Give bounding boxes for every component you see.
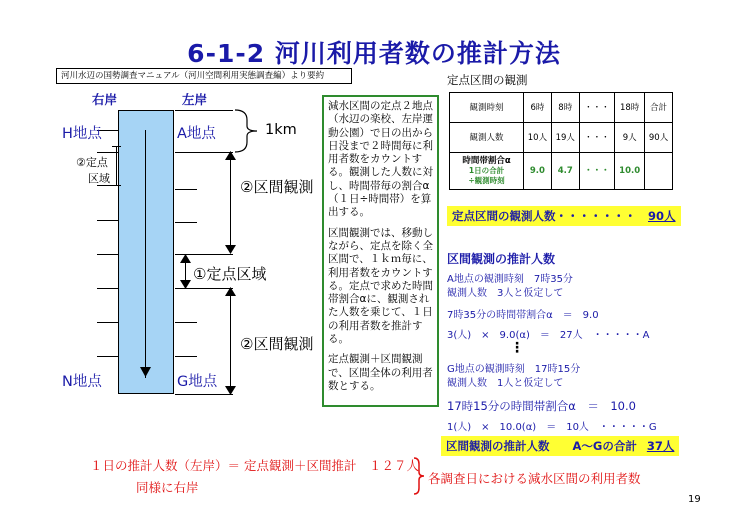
table-cell: ・・・	[579, 153, 615, 190]
point-h-label: H地点	[62, 126, 102, 142]
explanation-box	[322, 95, 439, 407]
ratio-sub-label-2: ÷観測時刻	[468, 176, 505, 185]
section-estimate-total	[441, 436, 679, 456]
right-bank-line: 同様に右岸	[136, 480, 199, 495]
fixed-observation-summary	[447, 206, 681, 226]
point-n-label: N地点	[62, 374, 102, 390]
fixed-zone-small-label-1: ②定点	[76, 156, 108, 169]
daily-estimate-line: １日の推計人数（左岸）＝ 定点観測＋区間推計 １２７人	[90, 458, 419, 473]
table-cell: 18時	[615, 93, 645, 123]
section-observation-label-upper: ②区間観測	[240, 178, 314, 196]
table-cell: 9人	[615, 123, 645, 153]
source-note: 河川水辺の国勢調査マニュアル（河川空間利用実態調査編）より要約	[56, 68, 352, 84]
table-cell: 8時	[551, 93, 579, 123]
left-bank-label: 左岸	[182, 92, 208, 107]
explanation-paragraph-3: 定点観測＋区間観測で、区間全体の利用者数とする。	[328, 353, 433, 392]
point-g-label: G地点	[177, 374, 218, 390]
distance-label: 1km	[265, 122, 297, 138]
table-header-ratio	[450, 153, 524, 190]
a-point-assumption: 観測人数 3人と仮定して	[447, 288, 564, 299]
continuation-dots: ⋮	[510, 340, 524, 356]
fixed-observation-title: 定点区間の観測	[447, 73, 528, 87]
section-total-label: 区間観測の推計人数 A～Gの合計	[446, 439, 637, 453]
table-cell: 90人	[645, 123, 673, 153]
page-title: 6-1-2 河川利用者数の推計方法	[187, 39, 561, 68]
fixed-zone-small-label-2: 区域	[88, 172, 110, 185]
table-cell: 19人	[551, 123, 579, 153]
a-point-calculation: 3(人) × 9.0(α) ＝ 27人 ・・・・・A	[447, 330, 650, 341]
footer-brace	[412, 456, 426, 496]
flow-arrow-icon	[139, 366, 152, 378]
a-point-ratio: 7時35分の時間帯割合α ＝ 9.0	[447, 310, 599, 321]
explanation-paragraph-2: 区間観測では、移動しながら、定点を除く全区間で、１ｋｍ毎に、利用者数をカウントする。定点で求めた時間帯割合αに、観測された人数を乗じて、１日の利用者数を推計する。	[328, 226, 433, 346]
table-header-count: 観測人数	[450, 123, 524, 153]
table-cell: 合計	[645, 93, 673, 123]
g-point-time: G地点の観測時刻 17時15分	[447, 364, 581, 375]
table-cell: 10人	[524, 123, 552, 153]
fixed-zone-label: ①定点区域	[193, 265, 267, 283]
brace-1km	[233, 108, 263, 154]
fixed-summary-value: 90人	[648, 209, 676, 223]
table-header-time: 観測時刻	[450, 93, 524, 123]
g-point-assumption: 観測人数 1人と仮定して	[447, 378, 564, 389]
table-cell: 10.0	[615, 153, 645, 190]
point-a-label: A地点	[177, 126, 216, 142]
right-bank-label: 右岸	[92, 92, 118, 107]
fixed-observation-table	[449, 92, 673, 190]
g-point-calculation: 1(人) × 10.0(α) ＝ 10人 ・・・・・G	[447, 422, 657, 433]
a-point-time: A地点の観測時刻 7時35分	[447, 274, 573, 285]
table-cell: 9.0	[524, 153, 552, 190]
table-cell: ・・・	[579, 123, 615, 153]
ratio-label: 時間帯割合α	[462, 156, 511, 166]
fixed-summary-label: 定点区間の観測人数・・・・・・・	[452, 209, 636, 223]
table-cell: 6時	[524, 93, 552, 123]
table-cell: ・・・	[579, 93, 615, 123]
section-estimate-heading: 区間観測の推計人数	[447, 252, 556, 266]
ratio-sub-label-1: 1日の合計	[468, 166, 505, 175]
section-observation-label-lower: ②区間観測	[240, 335, 314, 353]
g-point-ratio: 17時15分の時間帯割合α ＝ 10.0	[447, 399, 636, 413]
explanation-paragraph-1: 減水区間の定点２地点（水辺の楽校、左岸運動公園）で日の出から日没まで２時間毎に利用者数をカウントする。観測した人数に対し、時間帯毎の割合α（１日÷時間帯）を算出する。	[328, 100, 433, 219]
page-number: 19	[688, 494, 701, 505]
river-body	[118, 110, 174, 394]
flow-arrow-line	[145, 130, 146, 378]
table-cell: 4.7	[551, 153, 579, 190]
table-cell	[645, 153, 673, 190]
result-text: 各調査日における減水区間の利用者数	[428, 471, 641, 486]
section-total-value: 37人	[646, 439, 675, 453]
